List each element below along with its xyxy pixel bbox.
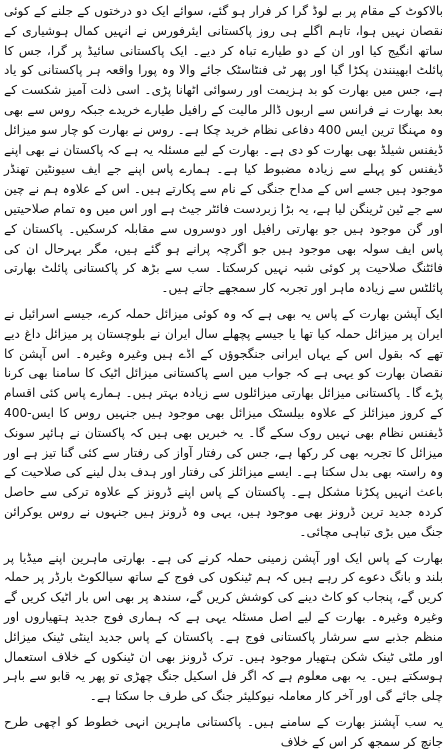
article-paragraph: یہ سب آپشنز بھارت کے سامنے ہیں۔ پاکستانی ماہرین انہی خطوط کو اچھی طرح جانچ کر سمجھ کر اس کے خلاف [4,714,443,749]
article-paragraph: بالاکوٹ کے مقام پر بے لوڈ گرا کر فرار ہو گئے، سوائے ایک دو درختوں کے جلنے کے کوئی نقصان نہیں ہوا، تاہم اگلے ہی روز پاکستانی ایئرفورس نے انہیں کمال ہوشیاری کے ساتھ انگیج کیا اور ان کے دو طیارے تباہ کر دیے۔ ایک پاکستانی سائیڈ پر گرا، جس کا پائلٹ ابھینندن پکڑا گیا اور پھر ٹی فنٹاسٹک جائے والا وہ پورا واقعہ ہر پاکستانی کو یاد ہے، جس میں بھارت کو بد ہزیمت اور رسوائی اٹھانا پڑی۔ اسی ذلت آمیز شکست کے بعد بھارت نے فرانس سے اربوں ڈالر مالیت کے رافیل طیارے خریدے جبکہ روس سے بھی وہ مہنگا ترین ایس 400 دفاعی نظام خرید چکا ہے۔ روس نے بھارت کو چار سو میزائل ڈیفنس شیلڈ بھی بھارت کو دی ہے۔ بھارت کے لیے مسئلہ یہ ہے کہ پاکستان نے بھی اپنے ڈیفنس کو پہلے سے زیادہ مضبوط کیا ہے۔ ہمارے پاس اپنے جے ایف سیونٹین تھنڈر موجود ہیں جسے اس کے مداح جنگی کے نام سے پکارتے ہیں۔ اس کے علاوہ ہم نے چین سے جے ٹین ٹرینگن لیا ہے، یہ بڑا زبردست فائٹر جیٹ ہے اور اس میں وہ تمام صلاحیتیں اور گن موجود ہیں جو بھارتی رافیل اور دوسروں سے مقابلہ کرسکیں۔ پاکستان کے پاس ایف سولہ بھی موجود ہیں جو اگرچہ پرانے ہو گئے ہیں، مگر بہرحال ان کی فائٹنگ صلاحیت پر کوئی شبہ نہیں کرسکتا۔ سب سے بڑھ کر پاکستانی پائلٹ بھارتی پائلٹس سے زیادہ ماہر اور تجربہ کار سمجھے جاتے ہیں۔ [4,4,443,296]
article-paragraph: ایک آپشن بھارت کے پاس یہ بھی ہے کہ وہ کوئی میزائل حملہ کرے، جیسے اسرائیل نے ایران پر میزائل حملہ کیا تھا یا جیسے پچھلے سال ایران نے بلوچستان پر میزائل داغ دیے تھے کہ بقول اس کے یہاں ایرانی جنگجوؤں کے اڈے ہیں وغیرہ وغیرہ۔ اس آپشن کا نقصان بھارت کو یہی ہے کہ جواب میں اسے پاکستانی میزائل اٹیک کا سامنا بھی کرنا پڑے گا۔ پاکستانی میزائل بھارتی میزائلوں سے زیادہ بہتر ہیں۔ ہمارے پاس کئی اقسام کے کروز میزائلز کے علاوہ بیلسٹک میزائل بھی موجود ہیں جنہیں روس کا ایس-400 ڈیفنس نظام بھی نہیں روک سکے گا۔ یہ خبریں بھی ہیں کہ پاکستان نے ہائپر سونک میزائل کا تجربہ بھی کر رکھا ہے، جس کی رفتار آواز کی رفتار سے کئی گنا تیز ہے اور وہ راستہ بھی بدل سکتا ہے۔ ایسے میزائلز کی رفتار اور ہدف بدل لینے کی صلاحیت کے باعث انہیں پکڑنا مشکل ہے۔ پاکستان کے پاس اپنے ڈرونز کے علاوہ ترکی سے حاصل کردہ جدید ترین ڈرونز بھی موجود ہیں، یہی وہ ڈرونز ہیں جنہوں نے روس یوکرائن جنگ میں بڑی تباہی مچائی۔ [4,306,443,539]
article-paragraph: بھارت کے پاس ایک اور آپشن زمینی حملہ کرنے کی ہے۔ بھارتی ماہرین اپنے میڈیا پر بلند و بانگ دعوے کر رہے ہیں کہ ہم ٹینکوں کی فوج کے ساتھ سیالکوٹ بارڈر پر حملہ کریں گے، پنجاب کو کاٹ دینے کی کوشش کریں گے، سندھ پر بھی اس بار اٹیک کریں گے وغیرہ وغیرہ۔ بھارت کے لیے اصل مسئلہ یہی ہے کہ ہماری فوج جدید ہتھیاروں اور منظم جذبے سے سرشار پاکستانی فوج ہے۔ پاکستان کے پاس جدید اینٹی ٹینک میزائل اور ملٹی ٹینک شکن ہتھیار موجود ہیں۔ ترک ڈرونز بھی ان ٹینکوں کے خلاف استعمال ہوسکتے ہیں۔ یہ بھی معلوم ہے کہ اگر فل اسکیل جنگ چھڑی تو پھر یہ قابو سے باہر چلی جائے گی اور آخر کار معاملہ نیوکلیئر جنگ کی طرف جا سکتا ہے۔ [4,550,443,704]
